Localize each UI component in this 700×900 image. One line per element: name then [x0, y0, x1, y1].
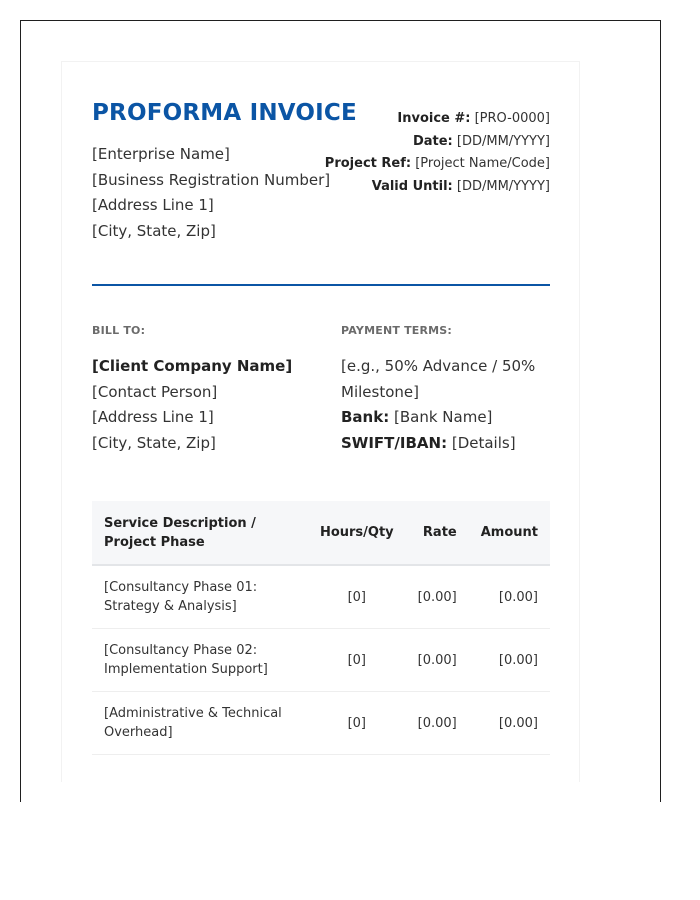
- bill-to-lines: [92, 354, 322, 456]
- project-ref-row: [325, 153, 550, 176]
- meta-value: [PRO-0000]: [474, 111, 550, 126]
- table-row: [92, 629, 550, 692]
- meta-value: [Project Name/Code]: [415, 156, 550, 171]
- client-contact-person: [Contact Person]: [92, 382, 218, 401]
- meta-label: Project Ref:: [324, 156, 412, 171]
- invoice-content: [92, 98, 550, 740]
- column-header-amount: Amount: [469, 501, 550, 565]
- row-qty: [0]: [308, 692, 406, 755]
- client-address-line: [Address Line 1]: [92, 408, 214, 426]
- row-description: [Consultancy Phase 02: Implementation Support]: [92, 629, 308, 692]
- line-items-table: [92, 501, 550, 755]
- column-header-description: Service Description / Project Phase: [92, 501, 308, 565]
- row-rate: [0.00]: [406, 565, 469, 629]
- payment-terms-lines: [341, 354, 550, 456]
- swift-label: SWIFT/IBAN:: [341, 433, 448, 452]
- valid-until-row: [325, 176, 550, 199]
- bill-to-section: [92, 324, 322, 456]
- meta-value: [DD/MM/YYYY]: [456, 178, 550, 194]
- invoice-number-row: [325, 108, 550, 131]
- row-amount: [0.00]: [469, 565, 550, 629]
- header-divider: [92, 284, 550, 286]
- bank-value: [Bank Name]: [394, 408, 493, 426]
- bill-to-label: BILL TO:: [92, 324, 146, 337]
- invoice-page: [61, 61, 580, 782]
- row-amount: [0.00]: [469, 692, 550, 755]
- company-city-line: [City, State, Zip]: [92, 221, 216, 240]
- row-description: [Administrative & Technical Overhead]: [92, 692, 308, 755]
- table-row: [92, 692, 550, 755]
- column-header-rate: Rate: [406, 501, 469, 565]
- meta-label: Date:: [412, 133, 453, 149]
- row-rate: [0.00]: [406, 692, 469, 755]
- invoice-meta: [325, 108, 550, 198]
- table-row: [92, 565, 550, 629]
- row-qty: [0]: [308, 565, 406, 629]
- column-header-qty: Hours/Qty: [308, 501, 406, 565]
- invoice-date-row: [325, 131, 550, 154]
- swift-value: [Details]: [451, 433, 516, 452]
- invoice-title: PROFORMA INVOICE: [92, 100, 357, 126]
- client-city-line: [City, State, Zip]: [92, 433, 216, 452]
- row-qty: [0]: [308, 629, 406, 692]
- company-name: [Enterprise Name]: [92, 145, 230, 163]
- bank-row: [341, 405, 550, 431]
- company-address-line: [Address Line 1]: [92, 196, 214, 214]
- bank-label: Bank:: [341, 408, 390, 426]
- payment-terms-section: [341, 324, 550, 456]
- row-rate: [0.00]: [406, 629, 469, 692]
- row-amount: [0.00]: [469, 629, 550, 692]
- table-header-row: [92, 501, 550, 565]
- table-body: [92, 565, 550, 755]
- table-header: [92, 501, 550, 565]
- meta-label: Invoice #:: [397, 111, 471, 126]
- company-registration: [Business Registration Number]: [92, 170, 331, 189]
- client-company-name: [Client Company Name]: [92, 357, 293, 375]
- swift-row: [341, 431, 550, 457]
- meta-value: [DD/MM/YYYY]: [456, 133, 550, 149]
- meta-label: Valid Until:: [371, 178, 453, 194]
- payment-terms-text: [e.g., 50% Advance / 50% Milestone]: [341, 357, 536, 401]
- row-description: [Consultancy Phase 01: Strategy & Analysis]: [92, 565, 308, 629]
- payment-terms-label: PAYMENT TERMS:: [341, 324, 453, 337]
